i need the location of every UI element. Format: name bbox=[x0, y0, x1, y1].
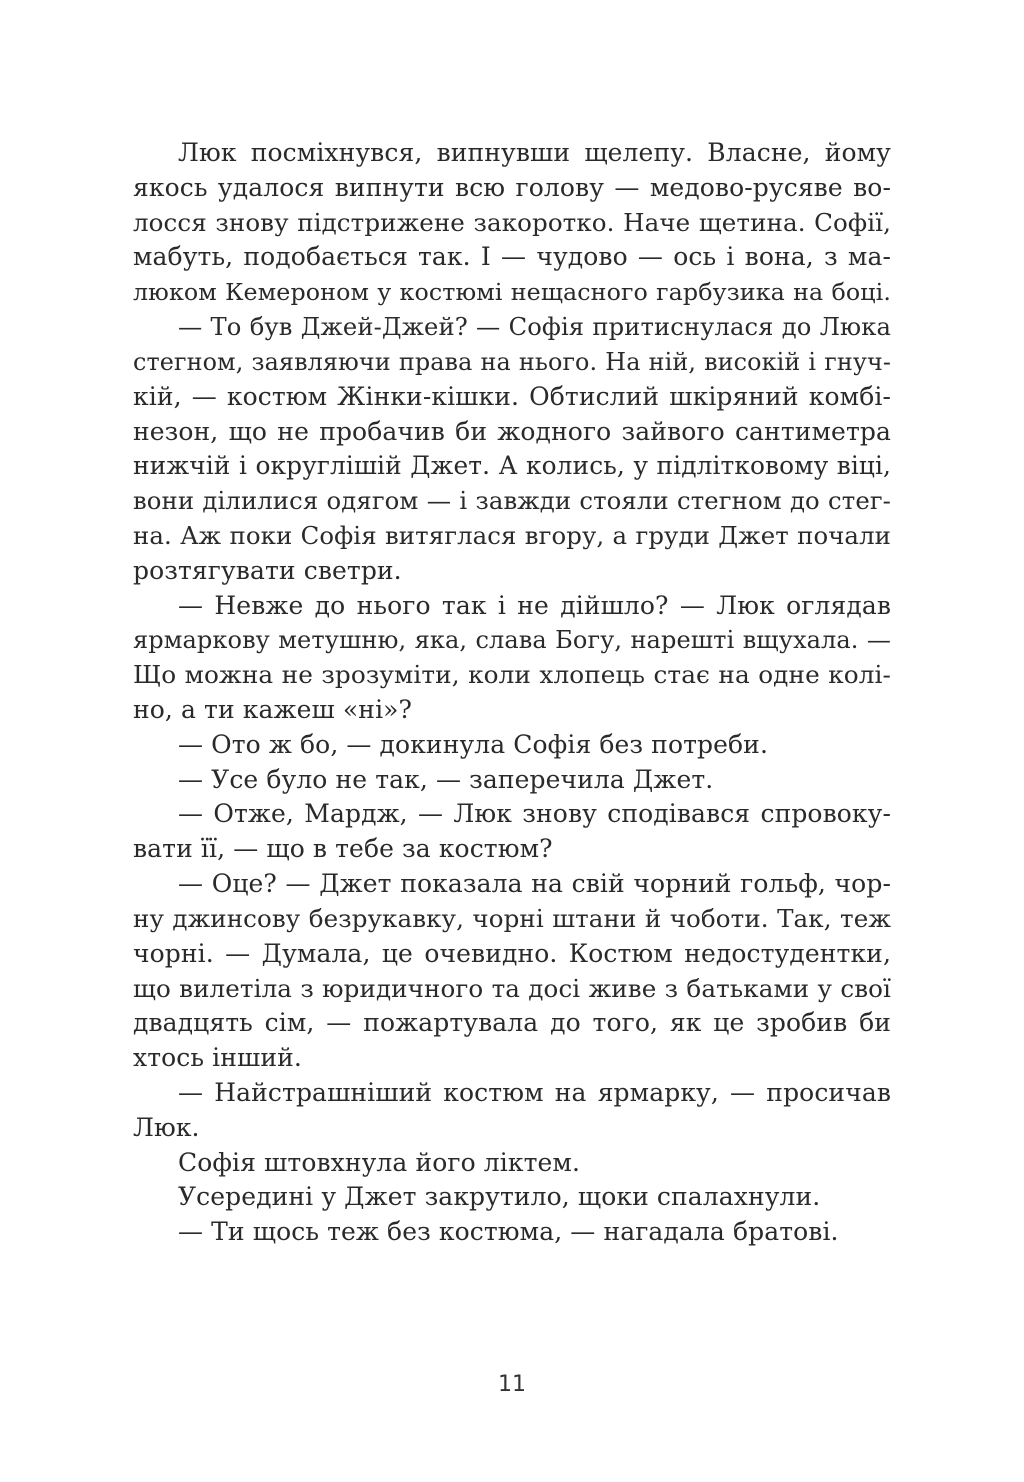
text-line: — Ото ж бо, — докинула Софія без потреби. bbox=[178, 729, 768, 759]
text-line: двадцять сім, — пожартувала до того, як це зробив би bbox=[133, 1008, 891, 1038]
text-line: чорні. — Думала, це очевидно. Костюм недостудентки, bbox=[133, 938, 891, 968]
text-line: якось удалося випнути всю голову — медово-русяве во- bbox=[133, 172, 891, 202]
page-number: 11 bbox=[498, 1372, 526, 1397]
text-line: — Усе було не так, — заперечила Джет. bbox=[178, 764, 714, 794]
text-line: — То був Джей-Джей? — Софія притиснулася до Люка bbox=[178, 313, 891, 342]
text-line: люком Кемероном у костюмі нещасного гарбузика на боці. bbox=[133, 278, 891, 307]
text-line: хтось інший. bbox=[133, 1043, 302, 1073]
text-line: на. Аж поки Софія витяглася вгору, а груди Джет почали bbox=[133, 520, 891, 550]
text-line: лосся знову підстрижене закоротко. Наче щетина. Софії, bbox=[133, 207, 891, 237]
text-line: Що можна не зрозуміти, коли хлопець стає на одне колі- bbox=[133, 660, 891, 690]
text-line: — Ти щось теж без костюма, — нагадала братові. bbox=[178, 1217, 839, 1247]
text-line: кій, — костюм Жінки-кішки. Обтислий шкіряний комбі- bbox=[133, 381, 891, 411]
text-line: Софія штовхнула його ліктем. bbox=[178, 1147, 580, 1177]
text-line: Усередині у Джет закрутило, щоки спалахнули. bbox=[178, 1182, 821, 1212]
text-line: мабуть, подобається так. І — чудово — ось і вона, з ма- bbox=[133, 242, 891, 272]
text-line: ярмаркову метушню, яка, слава Богу, нарешті вщухала. — bbox=[133, 626, 891, 655]
text-line: — Отже, Мардж, — Люк знову сподівався спровоку- bbox=[178, 799, 891, 829]
text-line: Люк посміхнувся, випнувши щелепу. Власне, йому bbox=[178, 138, 891, 167]
text-line: нижчій і округлішій Джет. А колись, у підлітковому віці, bbox=[133, 451, 891, 481]
text-line: Люк. bbox=[133, 1112, 200, 1142]
body-text bbox=[133, 136, 891, 1250]
text-line: стегном, заявляючи права на нього. На ній, високій і гнуч- bbox=[133, 347, 891, 376]
text-line: — Оце? — Джет показала на свій чорний гольф, чор- bbox=[178, 869, 891, 899]
text-line: розтягувати светри. bbox=[133, 555, 402, 585]
text-line: що вилетіла з юридичного та досі живе з батьками у свої bbox=[133, 973, 891, 1003]
text-line: вони ділилися одягом — і завжди стояли стегном до стег- bbox=[133, 486, 891, 516]
text-line: незон, що не пробачив би жодного зайвого сантиметра bbox=[133, 416, 891, 446]
text-line: вати її, — що в тебе за костюм? bbox=[133, 834, 553, 864]
text-line: — Невже до нього так і не дійшло? — Люк оглядав bbox=[178, 590, 891, 620]
text-line: — Найстрашніший костюм на ярмарку, — просичав bbox=[178, 1077, 891, 1107]
text-line: ну джинсову безрукавку, чорні штани й чоботи. Так, теж bbox=[133, 903, 891, 933]
text-line: но, а ти кажеш «ні»? bbox=[133, 695, 413, 724]
